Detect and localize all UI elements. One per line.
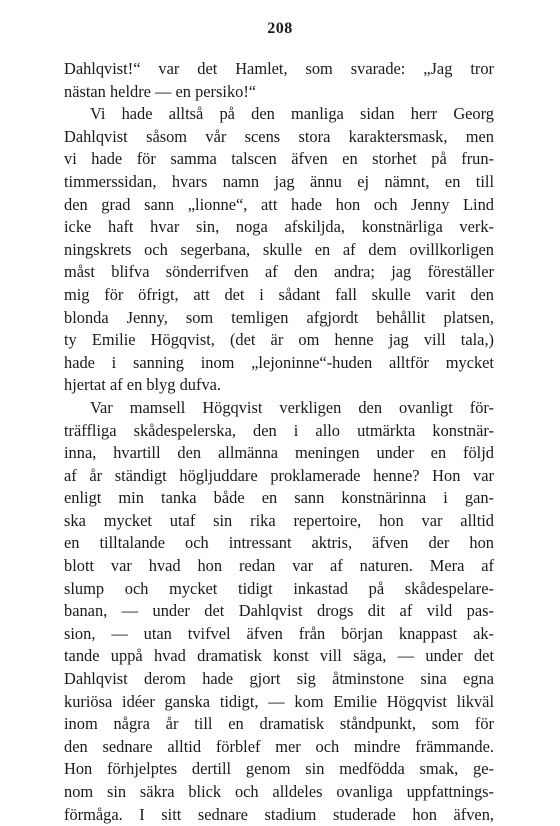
text-line: icke haft hvar sin, noga afskiljda, konstnärliga verk-	[64, 217, 494, 237]
text-line: Dahlqvist såsom vår scens stora karaktersmask, men	[64, 126, 494, 146]
text-line: af år ständigt högljuddare proklamerade henne? Hon var	[64, 465, 494, 485]
text-line: Dahlqvist!“ var det Hamlet, som svarade: „Jag tror	[64, 59, 494, 78]
text-line: förmåga. I sitt sednare stadium studerade hon äfven,	[64, 804, 494, 824]
text-line: tande uppå hvad dramatisk konst vill säga, — under det	[64, 646, 494, 666]
text-line: ty Emilie Högqvist, (det är om henne jag vill tala,)	[64, 330, 494, 350]
text-line: mig för öfrigt, att det i sådant fall skulle varit den	[64, 284, 494, 304]
body-text	[64, 58, 494, 826]
text-line: Vi hade alltså på den manliga sidan herr Georg	[90, 104, 494, 124]
text-line: måst blifva sönderrifven af den andra; jag föreställer	[64, 262, 494, 282]
text-line: blott var hvad hon redan var af naturen. Mera af	[64, 556, 494, 576]
text-line: kuriösa idéer ganska tidigt, — kom Emilie Högqvist likväl	[64, 691, 494, 711]
text-line: Dahlqvist derom hade gjort sig åtminstone sina egna	[64, 669, 494, 689]
text-line: inna, hvartill den allmänna meningen under en följd	[64, 443, 494, 463]
text-line: hjertat af en blyg dufva.	[64, 375, 222, 395]
text-line: en tilltalande och intressant aktris, äfven der hon	[64, 533, 494, 553]
text-line: timmerssidan, hvars namn jag ännu ej nämnt, en till	[64, 171, 494, 191]
text-line: banan, — under det Dahlqvist drogs dit af vild pas-	[64, 601, 494, 621]
text-line: ningskrets och segerbana, skulle en af dem ovillkorligen	[64, 239, 494, 259]
text-line: inom några år till en dramatisk ståndpunkt, som för	[64, 714, 494, 734]
text-line: hade i sanning inom „lejoninne“-huden alltför mycket	[64, 352, 494, 372]
text-line: enligt min tanka både en sann konstnärinna i gan-	[64, 488, 494, 508]
text-line: ska mycket utaf sin rika repertoire, hon var alltid	[64, 510, 494, 530]
text-line: den grad sann „lionne“, att hade hon och Jenny Lind	[64, 194, 494, 214]
text-line: nästan heldre — en persiko!“	[64, 81, 257, 101]
text-line: träffliga skådespelerska, den i allo utmärkta konstnär-	[64, 420, 494, 440]
text-line: slump och mycket tidigt inkastad på skådespelare-	[64, 578, 494, 598]
text-line: sion, — utan tvifvel äfven från början knappast ak-	[64, 623, 494, 643]
text-line: den sednare alltid förblef mer och mindre främmande.	[64, 736, 494, 756]
text-line: blonda Jenny, som temligen afgjordt behållit platsen,	[64, 307, 494, 327]
text-line: Hon förhjelptes dertill genom sin medfödda smak, ge-	[64, 759, 494, 779]
page-number: 208	[267, 20, 293, 37]
text-line: nom sin säkra blick och alldeles ovanliga uppfattnings-	[64, 782, 494, 801]
text-line: Var mamsell Högqvist verkligen den ovanligt för-	[90, 397, 494, 417]
text-line: vi hade för samma talscen äfven en storhet på frun-	[64, 149, 494, 169]
